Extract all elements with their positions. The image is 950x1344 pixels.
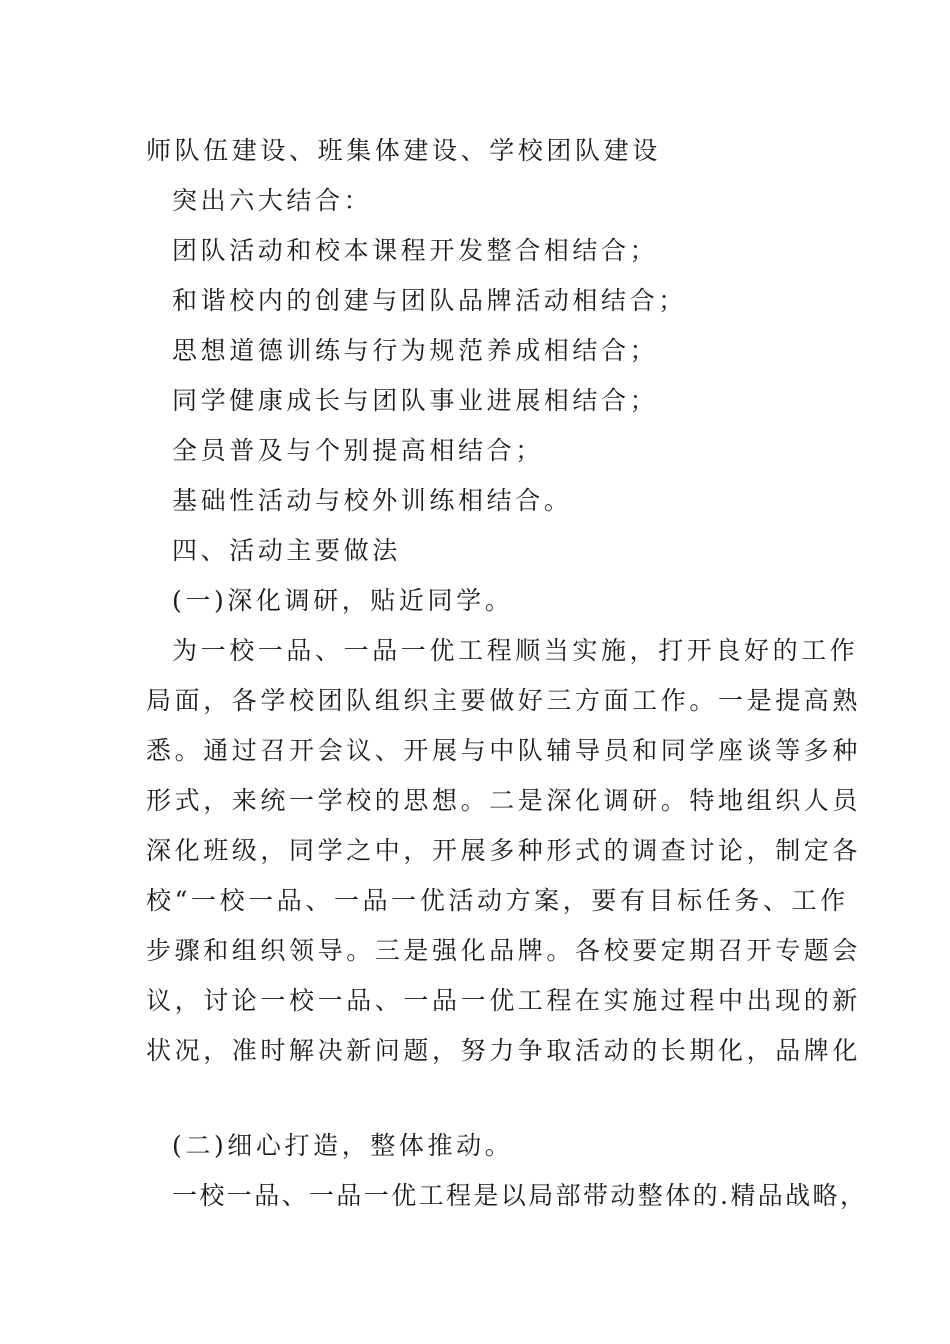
text-line-3: 团队活动和校本课程开发整合相结合； [172,236,659,265]
text-line-6: 同学健康成长与团队事业进展相结合； [172,386,659,415]
paragraph-line-3: 悉。通过召开会议、开展与中队辅导员和同学座谈等多种 [146,736,862,765]
paragraph-line-7: 步骤和组织领导。三是强化品牌。各校要定期召开专题会 [146,936,862,965]
paragraph-line-6: 校“一校一品、一品一优活动方案，要有目标任务、工作 [146,886,849,915]
paragraph-line-2: 局面，各学校团队组织主要做好三方面工作。一是提高熟 [146,686,862,715]
text-line-5: 思想道德训练与行为规范养成相结合； [172,336,659,365]
paragraph-line-1: 为一校一品、一品一优工程顺当实施，打开良好的工作 [172,636,859,665]
paragraph-line-5: 深化班级，同学之中，开展多种形式的调查讨论，制定各 [146,836,862,865]
section-heading: 四、活动主要做法 [172,536,401,565]
paragraph-line-9: 状况，准时解决新问题，努力争取活动的长期化，品牌化 [146,1036,862,1065]
text-line-7: 全员普及与个别提高相结合； [172,436,544,465]
paragraph-line-10: 一校一品、一品一优工程是以局部带动整体的.精品战略， [172,1181,868,1210]
text-line-1: 师队伍建设、班集体建设、学校团队建设 [146,136,661,165]
subsection-heading-1: (一)深化调研，贴近同学。 [172,586,514,615]
text-line-8: 基础性活动与校外训练相结合。 [172,486,573,515]
text-line-4: 和谐校内的创建与团队品牌活动相结合； [172,286,687,315]
paragraph-line-8: 议，讨论一校一品、一品一优工程在实施过程中出现的新 [146,986,862,1015]
subsection-heading-2: (二)细心打造，整体推动。 [172,1131,514,1160]
text-line-2: 突出六大结合： [172,186,373,215]
paragraph-line-4: 形式，来统一学校的思想。二是深化调研。特地组织人员 [146,786,862,815]
